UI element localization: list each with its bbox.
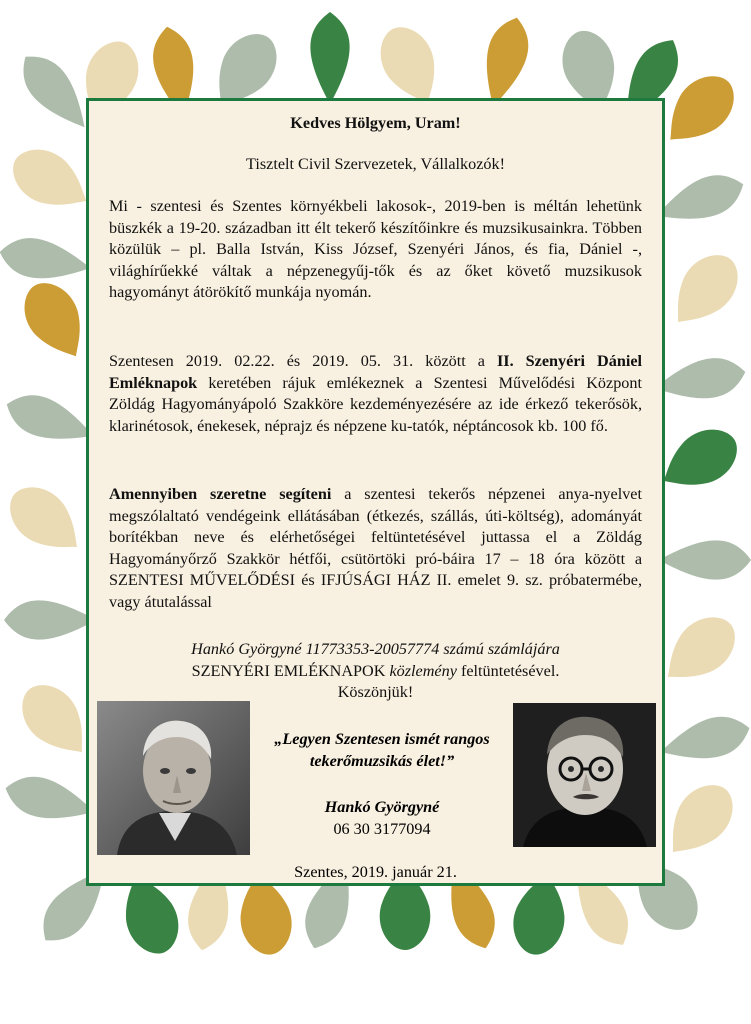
quote: „Legyen Szentesen ismét rangos tekerőmuzsikás élet!” xyxy=(274,730,490,770)
old-man-portrait-icon xyxy=(97,701,250,855)
signature-phone: 06 30 3177094 xyxy=(333,820,431,838)
reference-italic: közlemény xyxy=(389,661,457,680)
greeting: Kedves Hölgyem, Uram! xyxy=(290,114,461,132)
account-line: Hankó Györgyné 11773353-20057774 számú számlájára xyxy=(191,640,560,658)
man-with-glasses-portrait-icon xyxy=(513,703,656,847)
salutation: Tisztelt Civil Szervezetek, Vállalkozók! xyxy=(246,155,505,173)
account-info xyxy=(109,639,642,704)
date-line: Szentes, 2019. január 21. xyxy=(294,863,457,881)
paragraph-event xyxy=(109,351,642,437)
paragraph-donation-after: a szentesi tekerős népzenei anya-nyelvet megszólaltató vendégeink ellátásában (étkezés, szállás, úti-költség), adományát borítékban neve és elérhetőségei feltüntetésével juttassa el a Zöldág Hagyományőrző Szakkör hétfői, csütörtöki pró-báira 17 – 18 óra között a SZENTESI MŰVELŐDÉSI és IFJÚSÁGI HÁZ II. emelet 9. sz. próbatermébe, vagy átutalással xyxy=(109,485,642,611)
paragraph-donation xyxy=(109,484,642,614)
paragraph-event-after: keretében rájuk emlékeznek a Szentesi Művelődési Központ Zöldág Hagyományápoló Szakköre kezdeményezésére az ide érkező tekerősök, klarinétosok, énekesek, néprajz és népzene ku-tatók, néptáncosok kb. 100 fő. xyxy=(109,373,642,435)
portrait-photo-right xyxy=(513,703,656,847)
event-name: II. Szenyéri Dániel Emléknapok xyxy=(109,352,643,392)
paragraph-event-before: Szentesen 2019. 02.22. és 2019. 05. 31. között a xyxy=(109,352,497,370)
donation-lead: Amennyiben szeretne segíteni xyxy=(109,485,332,503)
reference-line xyxy=(109,661,642,683)
portrait-photo-left xyxy=(97,701,250,855)
signature-name: Hankó Györgyné xyxy=(324,798,440,816)
reference-before: SZENYÉRI EMLÉKNAPOK xyxy=(191,661,390,680)
paragraph-history: Mi - szentesi és Szentes környékbeli lakosok-, 2019-ben is méltán lehetünk büszkék a 19-20. században itt élt tekerő készítőinkre és muzsikusainkra. Többen közülük – pl. Balla István, Kiss József, Szenyéri János, és fia, Dániel -, világhírűekké váltak a népzenegyűj-tők és az őket követő muzsikusok hagyományt átörökítő munkája nyomán. xyxy=(109,197,642,302)
thanks: Köszönjük! xyxy=(337,683,414,702)
letter-panel xyxy=(86,98,665,886)
reference-after: feltüntetésével. xyxy=(456,661,560,680)
